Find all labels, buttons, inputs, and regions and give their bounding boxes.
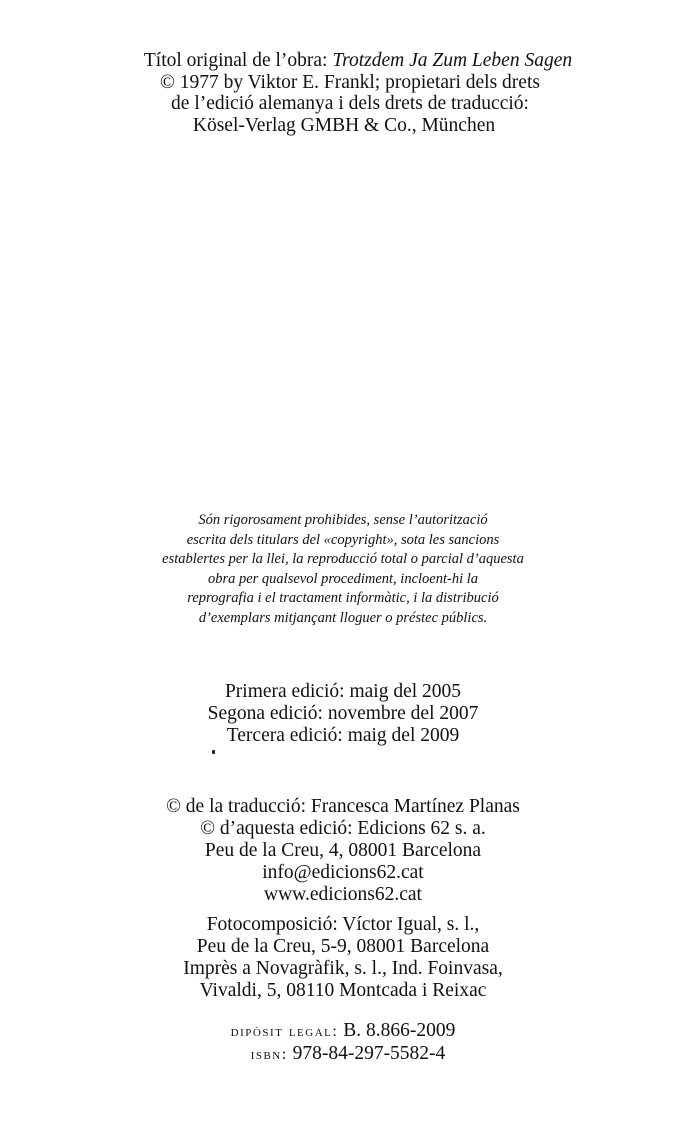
editions-block xyxy=(0,681,686,747)
typesetting-credit: Fotocomposició: Víctor Igual, s. l., xyxy=(206,914,480,935)
credits-block xyxy=(0,796,686,906)
original-title-block xyxy=(0,50,686,136)
legal-deposit-value: B. 8.866-2009 xyxy=(338,1020,456,1041)
ink-speck xyxy=(212,750,215,754)
legal-deposit-label: dipòsit legal: xyxy=(230,1023,339,1040)
legal-block xyxy=(0,1020,686,1066)
original-title-prefix: Títol original de l’obra: xyxy=(143,50,333,71)
printer-credit: Imprès a Novagràfik, s. l., Ind. Foinvasa, xyxy=(183,958,503,979)
isbn-value: 978-84-297-5582-4 xyxy=(287,1043,446,1064)
copyright-author-line: © 1977 by Viktor E. Frankl; propietari dels drets xyxy=(160,71,540,93)
publisher-email: info@edicions62.cat xyxy=(262,862,424,883)
legal-deposit xyxy=(0,1020,686,1043)
publisher-website: www.edicions62.cat xyxy=(264,884,422,905)
translation-credit: © de la traducció: Francesca Martínez Planas xyxy=(166,796,520,817)
edition-credit: © d’aquesta edició: Edicions 62 s. a. xyxy=(200,818,486,839)
original-title-line xyxy=(0,50,686,72)
rights-notice-line: obra per qualsevol procediment, incloent-hi la xyxy=(207,570,479,587)
rights-notice xyxy=(0,511,686,628)
rights-notice-line: escrita dels titulars del «copyright», sota les sancions xyxy=(186,531,500,548)
rights-notice-line: d’exemplars mitjançant lloguer o préstec públics. xyxy=(198,609,488,626)
publisher-address: Peu de la Creu, 4, 08001 Barcelona xyxy=(204,840,482,861)
printer-address: Vivaldi, 5, 08110 Montcada i Reixac xyxy=(199,980,487,1001)
edition-line: Primera edició: maig del 2005 xyxy=(224,681,462,702)
rights-notice-line: establertes per la llei, la reproducció total o parcial d’aquesta xyxy=(162,551,524,567)
isbn-label: isbn: xyxy=(250,1046,288,1063)
rights-notice-line: Són rigorosament prohibides, sense l’autorització xyxy=(198,512,488,528)
isbn xyxy=(0,1043,686,1066)
production-block xyxy=(0,914,686,1002)
publisher-line: Kösel-Verlag GMBH & Co., München xyxy=(192,114,496,136)
rights-holder-line: de l’edició alemanya i dels drets de traducció: xyxy=(171,93,529,114)
edition-line: Segona edició: novembre del 2007 xyxy=(207,703,479,724)
rights-notice-line: reprografia i el tractament informàtic, i la distribució xyxy=(187,590,499,606)
original-title-name: Trotzdem Ja Zum Leben Sagen xyxy=(332,50,573,71)
edition-line: Tercera edició: maig del 2009 xyxy=(226,725,460,746)
typesetting-address: Peu de la Creu, 5-9, 08001 Barcelona xyxy=(196,936,490,957)
